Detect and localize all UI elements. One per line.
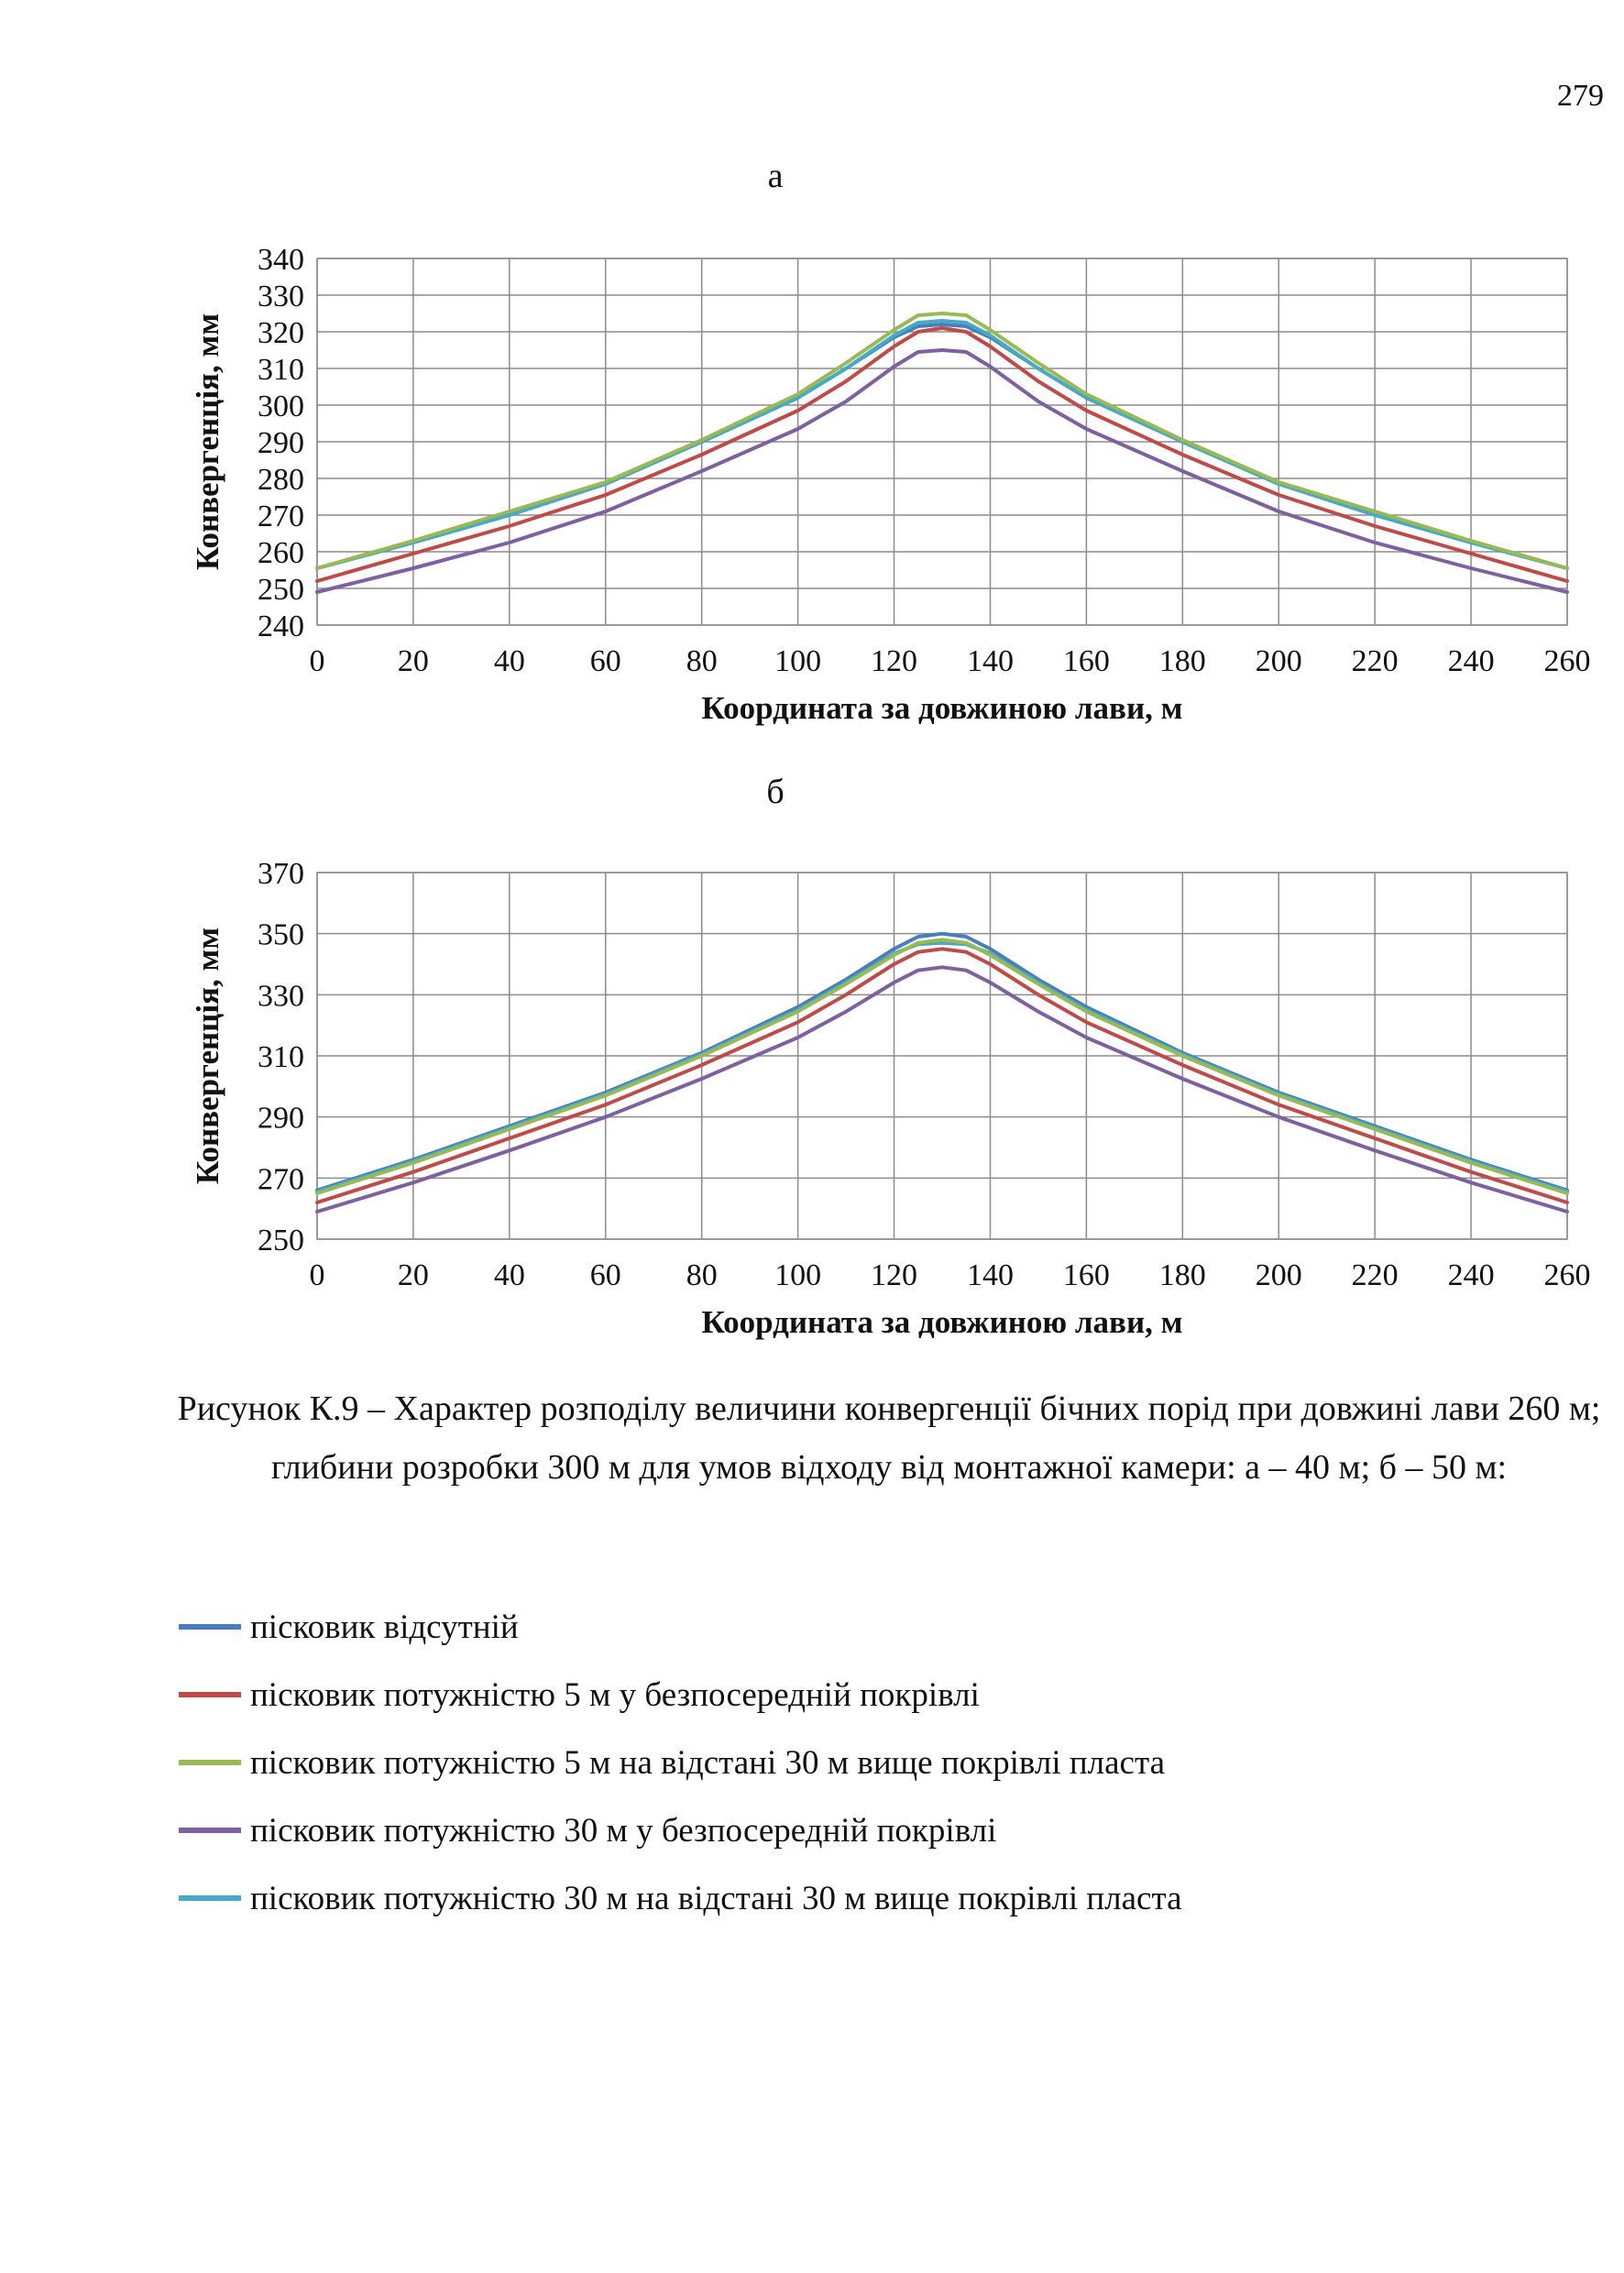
x-tick-label: 160 — [1062, 644, 1110, 678]
x-axis-label: Координата за довжиною лави, м — [701, 1304, 1183, 1340]
y-tick-label: 300 — [258, 390, 304, 423]
chart-a — [0, 229, 1624, 742]
y-axis-label: Конвергенція, мм — [190, 313, 225, 571]
x-tick-label: 120 — [871, 644, 918, 678]
legend-item — [179, 1729, 1182, 1796]
y-tick-label: 320 — [258, 316, 304, 350]
x-tick-label: 260 — [1543, 1258, 1591, 1292]
x-tick-label: 140 — [966, 644, 1014, 678]
legend-label: пісковик потужністю 5 м у безпосередній покрівлі — [250, 1675, 980, 1714]
x-tick-label: 160 — [1062, 1258, 1110, 1292]
y-tick-label: 290 — [258, 426, 304, 460]
y-tick-label: 370 — [258, 857, 304, 891]
panel-label-a: а — [767, 157, 784, 195]
y-tick-label: 270 — [258, 1162, 304, 1197]
y-tick-label: 290 — [258, 1101, 304, 1136]
x-tick-label: 100 — [774, 644, 822, 678]
y-tick-label: 240 — [258, 609, 304, 643]
legend-swatch — [179, 1692, 241, 1697]
x-tick-label: 240 — [1447, 644, 1495, 678]
legend-item — [179, 1593, 1182, 1661]
x-tick-label: 40 — [493, 1258, 525, 1292]
legend-label: пісковик потужністю 5 м на відстані 30 м вище покрівлі пласта — [250, 1743, 1166, 1782]
x-tick-label: 260 — [1543, 644, 1591, 678]
y-tick-label: 250 — [258, 573, 304, 607]
series-line — [317, 949, 1567, 1202]
y-tick-label: 330 — [258, 280, 304, 313]
chart-b — [0, 843, 1624, 1356]
grid — [317, 873, 1567, 1239]
legend-label: пісковик потужністю 30 м на відстані 30 м вище покрівлі пласта — [250, 1879, 1182, 1917]
x-tick-label: 60 — [589, 644, 621, 678]
legend-item — [179, 1796, 1182, 1864]
x-tick-label: 100 — [774, 1258, 822, 1292]
x-tick-label: 80 — [686, 644, 718, 678]
series-line — [317, 324, 1567, 568]
x-tick-label: 40 — [493, 644, 525, 678]
x-tick-label: 180 — [1158, 1258, 1206, 1292]
legend — [179, 1593, 1182, 1932]
page-number: 279 — [1557, 79, 1604, 113]
x-tick-label: 180 — [1158, 644, 1206, 678]
x-tick-label: 80 — [686, 1258, 718, 1292]
x-tick-label: 0 — [309, 1258, 325, 1292]
series-line — [317, 943, 1567, 1192]
x-tick-label: 200 — [1255, 1258, 1302, 1292]
series-line — [317, 350, 1567, 592]
x-tick-label: 140 — [966, 1258, 1014, 1292]
x-tick-label: 200 — [1255, 644, 1302, 678]
legend-swatch — [179, 1828, 241, 1833]
legend-label: пісковик відсутній — [250, 1608, 519, 1646]
y-tick-label: 310 — [258, 353, 304, 387]
x-tick-label: 60 — [589, 1258, 621, 1292]
x-tick-label: 20 — [397, 644, 429, 678]
y-tick-label: 350 — [258, 917, 304, 952]
figure-caption: Рисунок К.9 – Характер розподілу величини конвергенції бічних порід при довжині лави 260 м; глибини розробки 300 м для умов відходу від монтажної камери: а – 40 м; б – 50 м: — [177, 1389, 1601, 1487]
y-tick-label: 280 — [258, 463, 304, 497]
legend-item — [179, 1661, 1182, 1729]
series-line — [317, 967, 1567, 1212]
x-tick-label: 20 — [397, 1258, 429, 1292]
y-tick-label: 260 — [258, 536, 304, 570]
legend-swatch — [179, 1895, 241, 1901]
x-tick-label: 220 — [1351, 644, 1399, 678]
y-tick-label: 310 — [258, 1040, 304, 1074]
x-axis-label: Координата за довжиною лави, м — [701, 690, 1183, 726]
legend-swatch — [179, 1624, 241, 1630]
x-tick-label: 220 — [1351, 1258, 1399, 1292]
x-tick-label: 240 — [1447, 1258, 1495, 1292]
y-tick-label: 330 — [258, 979, 304, 1014]
panel-label-b: б — [766, 773, 785, 811]
y-axis-label: Конвергенція, мм — [190, 927, 225, 1185]
series-line — [317, 321, 1567, 568]
series-line — [317, 939, 1567, 1193]
legend-item — [179, 1864, 1182, 1932]
y-tick-label: 250 — [258, 1224, 304, 1257]
y-tick-label: 340 — [258, 243, 304, 277]
legend-label: пісковик потужністю 30 м у безпосередній покрівлі — [250, 1811, 997, 1850]
legend-swatch — [179, 1760, 241, 1765]
x-tick-label: 0 — [309, 644, 325, 678]
y-tick-label: 270 — [258, 500, 304, 533]
x-tick-label: 120 — [871, 1258, 918, 1292]
